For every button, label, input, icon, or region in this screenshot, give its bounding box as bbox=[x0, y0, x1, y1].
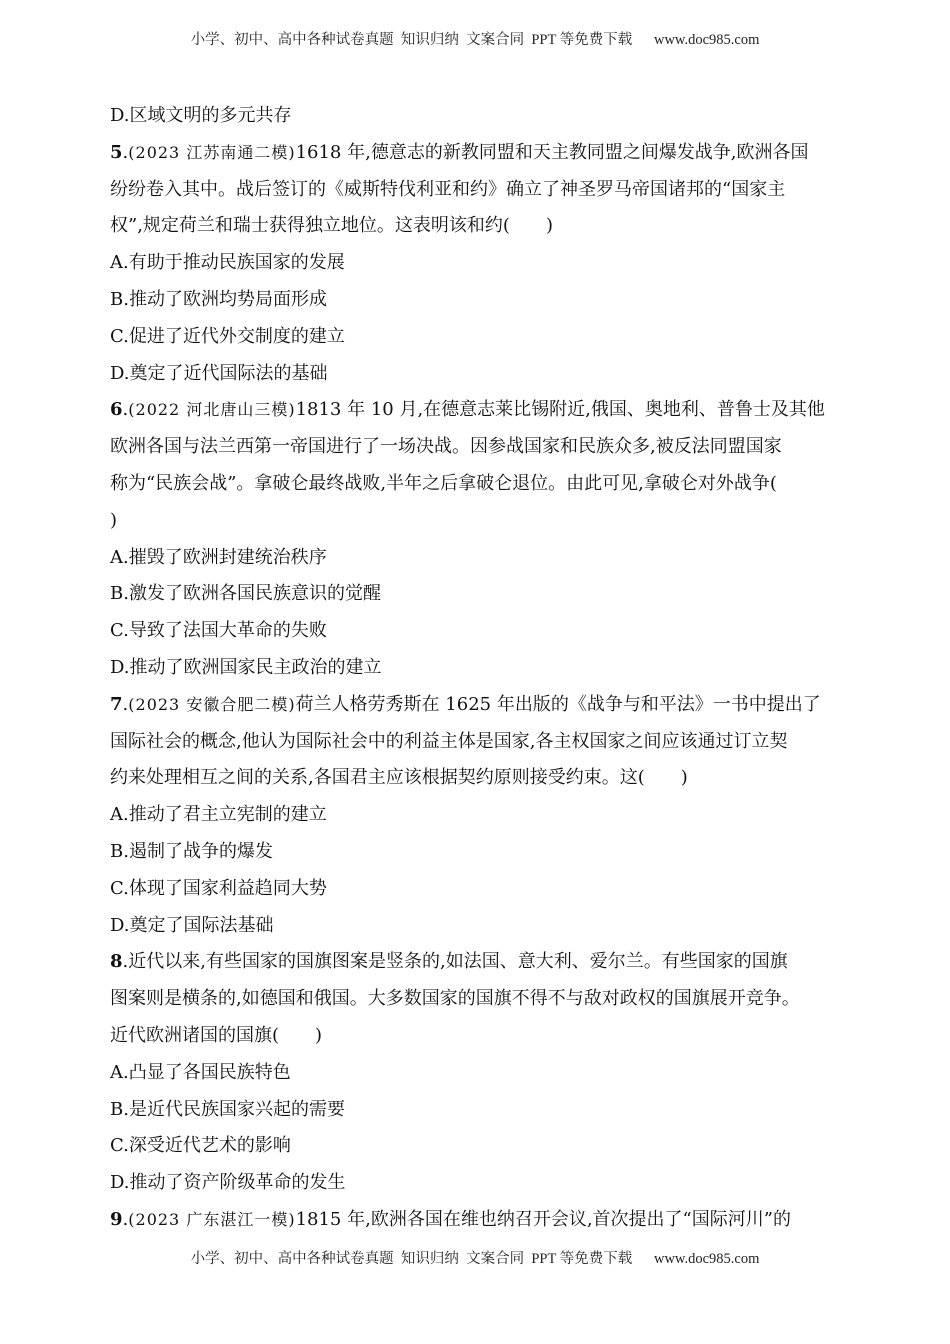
question-text: 国际社会的概念,他认为国际社会中的利益主体是国家,各主权国家之间应该通过订立契 bbox=[110, 730, 788, 752]
question-text: 称为“民族会战”。拿破仑最终战败,半年之后拿破仑退位。由此可见,拿破仑对外战争( bbox=[110, 472, 777, 494]
option-c: C.深受近代艺术的影响 bbox=[110, 1135, 291, 1157]
page-footer: 小学、初中、高中各种试卷真题 知识归纳 文案合同 PPT 等免费下载 www.doc985.com bbox=[190, 1251, 760, 1267]
question-source: (2022 河北唐山三模) bbox=[128, 400, 296, 420]
question-text: 荷兰人格劳秀斯在 1625 年出版的《战争与和平法》一书中提出了 bbox=[295, 693, 821, 715]
question-text: 纷纷卷入其中。战后签订的《威斯特伐利亚和约》确立了神圣罗马帝国诸邦的“国家主 bbox=[110, 178, 786, 200]
question-text: 权”,规定荷兰和瑞士获得独立地位。这表明该和约( ) bbox=[110, 215, 553, 237]
option-c: C.促进了近代外交制度的建立 bbox=[110, 325, 345, 347]
option-a: A.有助于推动民族国家的发展 bbox=[110, 252, 345, 274]
question-number: 9 bbox=[110, 1208, 123, 1230]
option-a: A.推动了君主立宪制的建立 bbox=[110, 804, 327, 826]
option-d: D.推动了资产阶级革命的发生 bbox=[110, 1172, 346, 1194]
option-b: B.遏制了战争的爆发 bbox=[110, 840, 273, 862]
question-text: 1813 年 10 月,在德意志莱比锡附近,俄国、奥地利、普鲁士及其他 bbox=[295, 399, 825, 421]
option-d: D.奠定了国际法基础 bbox=[110, 914, 274, 936]
question-text: 1618 年,德意志的新教同盟和天主教同盟之间爆发战争,欧洲各国 bbox=[295, 141, 809, 163]
question-6: 6.(2022 河北唐山三模)1813 年 10 月,在德意志莱比锡附近,俄国、奥地利、普鲁士及其他 欧洲各国与法兰西第一帝国进行了一场决战。因参战国家和民族众多,被反法同盟国家 称为“民族会战”。拿破仑最终战败,半年之后拿破仑退位。由此可见,拿破仑对外战争( ) A.摧毁了欧洲封建统治秩序 B.激发了欧洲各国民族意识的觉醒 C.导致了法国大革命的失败 D.推动了欧洲国家民主政治的建立 bbox=[110, 392, 850, 686]
option-d-previous: D.区域文明的多元共存 bbox=[110, 105, 292, 126]
option-d: D.推动了欧洲国家民主政治的建立 bbox=[110, 656, 382, 678]
question-number: 6 bbox=[110, 399, 123, 421]
option-b: B.是近代民族国家兴起的需要 bbox=[110, 1098, 345, 1120]
question-text: 约来处理相互之间的关系,各国君主应该根据契约原则接受约束。这( ) bbox=[110, 767, 688, 789]
question-7: 7.(2023 安徽合肥二模)荷兰人格劳秀斯在 1625 年出版的《战争与和平法》一书中提出了 国际社会的概念,他认为国际社会中的利益主体是国家,各主权国家之间应该通过订立契 约来处理相互之间的关系,各国君主应该根据契约原则接受约束。这( ) A.推动了君主立宪制的建立 B.遏制了战争的爆发 C.体现了国家利益趋同大势 D.奠定了国际法基础 bbox=[110, 687, 850, 945]
option-b: B.推动了欧洲均势局面形成 bbox=[110, 288, 327, 310]
option-a: A.凸显了各国民族特色 bbox=[110, 1061, 291, 1083]
question-number: 8 bbox=[110, 951, 123, 973]
option-b: B.激发了欧洲各国民族意识的觉醒 bbox=[110, 583, 381, 605]
question-number: 5 bbox=[110, 141, 123, 163]
question-text: 1815 年,欧洲各国在维也纳召开会议,首次提出了“国际河川”的 bbox=[295, 1208, 791, 1230]
question-text: .近代以来,有些国家的国旗图案是竖条的,如法国、意大利、爱尔兰。有些国家的国旗 bbox=[122, 951, 788, 973]
question-text: 图案则是横条的,如德国和俄国。大多数国家的国旗不得不与敌对政权的国旗展开竞争。 bbox=[110, 988, 800, 1010]
question-source: (2023 江苏南通二模) bbox=[128, 142, 296, 162]
page-header: 小学、初中、高中各种试卷真题 知识归纳 文案合同 PPT 等免费下载 www.doc985.com bbox=[190, 32, 760, 48]
option-a: A.摧毁了欧洲封建统治秩序 bbox=[110, 546, 327, 568]
question-text: 近代欧洲诸国的国旗( ) bbox=[110, 1024, 323, 1046]
question-text: 欧洲各国与法兰西第一帝国进行了一场决战。因参战国家和民族众多,被反法同盟国家 bbox=[110, 436, 782, 458]
option-d: D.奠定了近代国际法的基础 bbox=[110, 362, 328, 384]
question-9: 9.(2023 广东湛江一模)1815 年,欧洲各国在维也纳召开会议,首次提出了“国际河川”的 bbox=[110, 1208, 791, 1230]
question-source: (2023 安徽合肥二模) bbox=[128, 694, 296, 714]
question-source: (2023 广东湛江一模) bbox=[128, 1209, 296, 1229]
option-c: C.体现了国家利益趋同大势 bbox=[110, 877, 327, 899]
option-c: C.导致了法国大革命的失败 bbox=[110, 620, 327, 642]
question-5: 5.(2023 江苏南通二模)1618 年,德意志的新教同盟和天主教同盟之间爆发战争,欧洲各国 纷纷卷入其中。战后签订的《威斯特伐利亚和约》确立了神圣罗马帝国诸邦的“国家主 权”,规定荷兰和瑞士获得独立地位。这表明该和约( ) A.有助于推动民族国家的发展 B.推动了欧洲均势局面形成 C.促进了近代外交制度的建立 D.奠定了近代国际法的基础 bbox=[110, 135, 850, 393]
question-text: ) bbox=[110, 509, 118, 531]
question-number: 7 bbox=[110, 693, 123, 715]
question-8 bbox=[110, 944, 850, 1202]
document-body bbox=[110, 98, 850, 1239]
